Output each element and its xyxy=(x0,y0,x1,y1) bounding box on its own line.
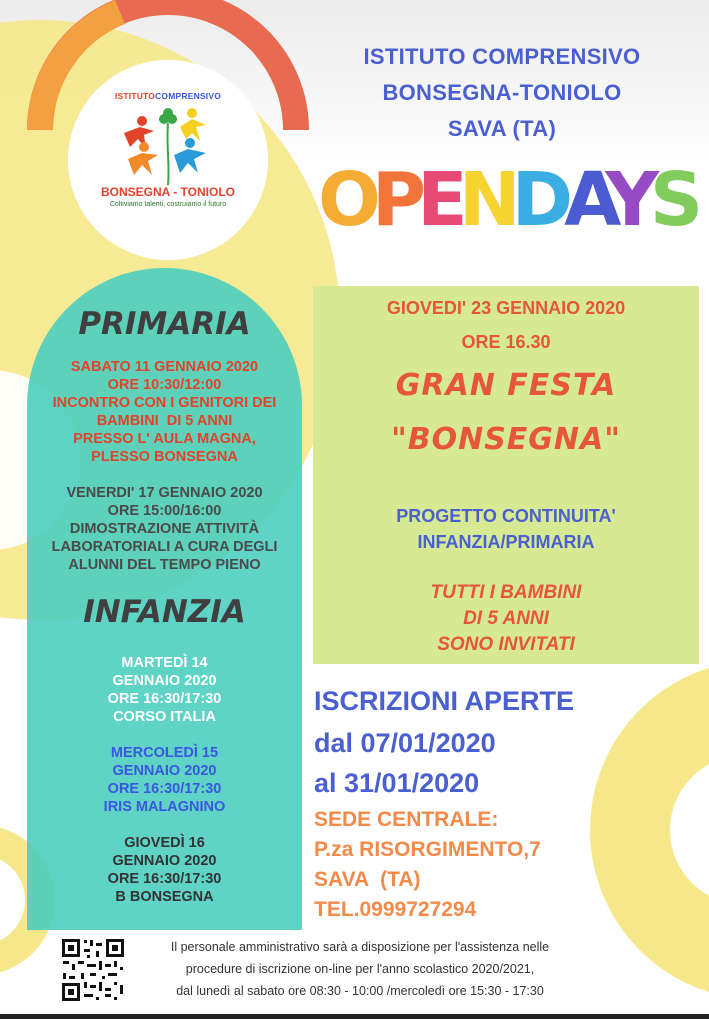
primaria-event-2-line: ORE 15:00/16:00 xyxy=(107,503,222,519)
infanzia-heading: INFANZIA xyxy=(83,594,246,630)
opendays-letter: Y xyxy=(605,157,650,243)
festa-invite xyxy=(313,580,699,658)
footer-line: procedure di iscrizione on-line per l'anno scolastico 2020/2021, xyxy=(185,962,535,976)
primaria-event-2-line: LABORATORIALI A CURA DEGLI xyxy=(51,539,278,555)
logo-label-top: ISTITUTOCOMPRENSIVO xyxy=(114,91,222,101)
infanzia-event-3-line: B BONSEGNA xyxy=(115,889,214,905)
logo-name: BONSEGNA - TONIOLO xyxy=(100,185,235,199)
logo-tagline: Coltiviamo talenti, costruiamo il futuro xyxy=(109,201,227,208)
sede-line-1: SEDE CENTRALE: xyxy=(314,808,499,831)
header-line-2: BONSEGNA-TONIOLO xyxy=(382,80,622,105)
header-line-3: SAVA (TA) xyxy=(447,116,557,141)
festa-project-2: INFANZIA/PRIMARIA xyxy=(417,532,595,552)
opendays-title xyxy=(318,157,698,243)
festa-invite-line: DI 5 ANNI xyxy=(463,608,549,629)
footer-note xyxy=(120,936,600,1002)
infanzia-event-1-line: MARTEDÌ 14 xyxy=(121,655,208,671)
opendays-letter: O xyxy=(318,157,372,243)
infanzia-event-2-line: GENNAIO 2020 xyxy=(112,763,217,779)
infanzia-event-2 xyxy=(30,744,299,816)
primaria-event-1-line: INCONTRO CON I GENITORI DEI xyxy=(52,395,277,411)
infanzia-event-1-line: CORSO ITALIA xyxy=(113,709,216,725)
primaria-event-1-line: BAMBINI DI 5 ANNI xyxy=(96,413,233,429)
qr-code-icon xyxy=(60,937,126,1003)
header-line-1: ISTITUTO COMPRENSIVO xyxy=(363,44,641,69)
children-figures-icon xyxy=(120,105,216,185)
opendays-letter: N xyxy=(458,157,512,243)
opendays-letter: A xyxy=(564,157,606,243)
festa-invite-line: TUTTI I BAMBINI xyxy=(430,582,582,603)
opendays-letter: E xyxy=(417,157,459,243)
primaria-event-2-line: ALUNNI DEL TEMPO PIENO xyxy=(68,557,261,573)
primaria-event-2 xyxy=(30,484,299,574)
footer-line: Il personale amministrativo sarà a disposizione per l'assistenza nelle xyxy=(170,940,550,954)
opendays-letter: S xyxy=(649,157,695,243)
primaria-event-2-line: DIMOSTRAZIONE ATTIVITÀ xyxy=(69,521,260,537)
infanzia-event-3-line: ORE 16:30/17:30 xyxy=(107,871,222,887)
festa-title-1: GRAN FESTA xyxy=(395,368,617,403)
festa-date: GIOVEDI' 23 GENNAIO 2020 xyxy=(386,298,626,318)
festa-project-1: PROGETTO CONTINUITA' xyxy=(396,506,616,526)
iscrizioni-line-3: al 31/01/2020 xyxy=(314,768,480,798)
infanzia-event-3-line: GENNAIO 2020 xyxy=(112,853,217,869)
sede-city: SAVA (TA) xyxy=(314,868,421,891)
qr-code xyxy=(60,937,126,1003)
primaria-event-1 xyxy=(30,358,299,466)
infanzia-event-3-line: GIOVEDÌ 16 xyxy=(124,835,205,851)
iscrizioni-line-2: dal 07/01/2020 xyxy=(314,728,496,758)
primaria-event-1-line: SABATO 11 GENNAIO 2020 xyxy=(70,359,259,375)
infanzia-event-1-line: ORE 16:30/17:30 xyxy=(107,691,222,707)
infanzia-event-1 xyxy=(30,654,299,726)
school-logo xyxy=(98,85,238,215)
infanzia-event-3 xyxy=(30,834,299,906)
festa-time: ORE 16.30 xyxy=(461,332,551,352)
primaria-event-1-line: PRESSO L' AULA MAGNA, xyxy=(73,431,256,447)
festa-invite-line: SONO INVITATI xyxy=(437,634,575,655)
opendays-letter: P xyxy=(371,157,418,243)
infanzia-event-2-line: ORE 16:30/17:30 xyxy=(107,781,222,797)
footer-line: dal lunedì al sabato ore 08:30 - 10:00 /mercoledì ore 15:30 - 17:30 xyxy=(176,984,544,998)
primaria-event-1-line: ORE 10:30/12:00 xyxy=(107,377,222,393)
sede-phone: TEL.0999727294 xyxy=(314,898,477,921)
sede-address: P.za RISORGIMENTO,7 xyxy=(314,838,541,861)
infanzia-event-1-line: GENNAIO 2020 xyxy=(112,673,217,689)
iscrizioni-line-1: ISCRIZIONI APERTE xyxy=(314,686,575,716)
infanzia-event-2-line: MERCOLEDÌ 15 xyxy=(110,745,219,761)
primaria-event-2-line: VENERDI' 17 GENNAIO 2020 xyxy=(66,485,263,501)
primaria-event-1-line: PLESSO BONSEGNA xyxy=(91,449,238,465)
opendays-letter: D xyxy=(511,157,565,243)
festa-title-2: "BONSEGNA" xyxy=(391,422,621,457)
primaria-heading: PRIMARIA xyxy=(78,306,251,342)
infanzia-event-2-line: IRIS MALAGNINO xyxy=(103,799,226,815)
